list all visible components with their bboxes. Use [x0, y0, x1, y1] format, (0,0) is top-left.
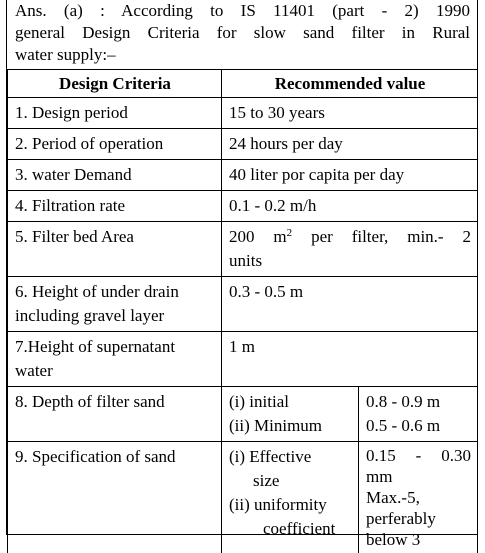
table-row — [8, 222, 478, 277]
value-cell: 40 liter por capita per day — [222, 160, 478, 191]
value-cell — [222, 222, 478, 277]
table-row — [8, 191, 478, 222]
criteria-cell: 3. water Demand — [8, 160, 222, 191]
table-row — [8, 442, 478, 553]
value-cell: 24 hours per day — [222, 129, 478, 160]
criteria-cell: 9. Specification of sand — [8, 442, 222, 553]
intro-line-2: general Design Criteria for slow sand filter in Rural — [15, 22, 470, 44]
table-row — [8, 277, 478, 332]
criteria-cell: 8. Depth of filter sand — [8, 387, 222, 442]
table-row — [8, 98, 478, 129]
sub-value-cell: 0.15 - 0.30 mm Max.-5, perferably below 3 — [359, 442, 478, 553]
table-row — [8, 387, 478, 442]
value-cell: 0.1 - 0.2 m/h — [222, 191, 478, 222]
criteria-cell: 5. Filter bed Area — [8, 222, 222, 277]
intro-paragraph — [15, 0, 470, 66]
header-design-criteria: Design Criteria — [8, 70, 222, 98]
value-line-1: 200 $m^2$ per filter, min.- 2 — [229, 225, 471, 249]
criteria-cell: 6. Height of under drain including gravel layer — [8, 277, 222, 332]
intro-line-1: Ans. (a) : According to IS 11401 (part - 2) 1990 — [15, 0, 470, 22]
table-row — [8, 332, 478, 387]
criteria-cell: 1. Design period — [8, 98, 222, 129]
criteria-cell: 2. Period of operation — [8, 129, 222, 160]
table-row — [8, 129, 478, 160]
header-recommended-value: Recommended value — [222, 70, 478, 98]
criteria-cell: 7.Height of supernatant water — [8, 332, 222, 387]
intro-line-3: water supply:– — [15, 44, 470, 66]
sub-value-cell: 0.8 - 0.9 m 0.5 - 0.6 m — [359, 387, 478, 442]
value-line-2: units — [229, 251, 262, 270]
value-cell: 15 to 30 years — [222, 98, 478, 129]
value-cell: 1 m — [222, 332, 478, 387]
criteria-cell: 4. Filtration rate — [8, 191, 222, 222]
table-header-row — [8, 70, 478, 98]
answer-frame — [6, 0, 478, 535]
sub-label-cell: (i) Effective size (ii) uniformity coefficient — [222, 442, 359, 553]
design-criteria-table — [7, 69, 478, 553]
value-cell: 0.3 - 0.5 m — [222, 277, 478, 332]
sub-label-cell: (i) initial (ii) Minimum — [222, 387, 359, 442]
table-row — [8, 160, 478, 191]
